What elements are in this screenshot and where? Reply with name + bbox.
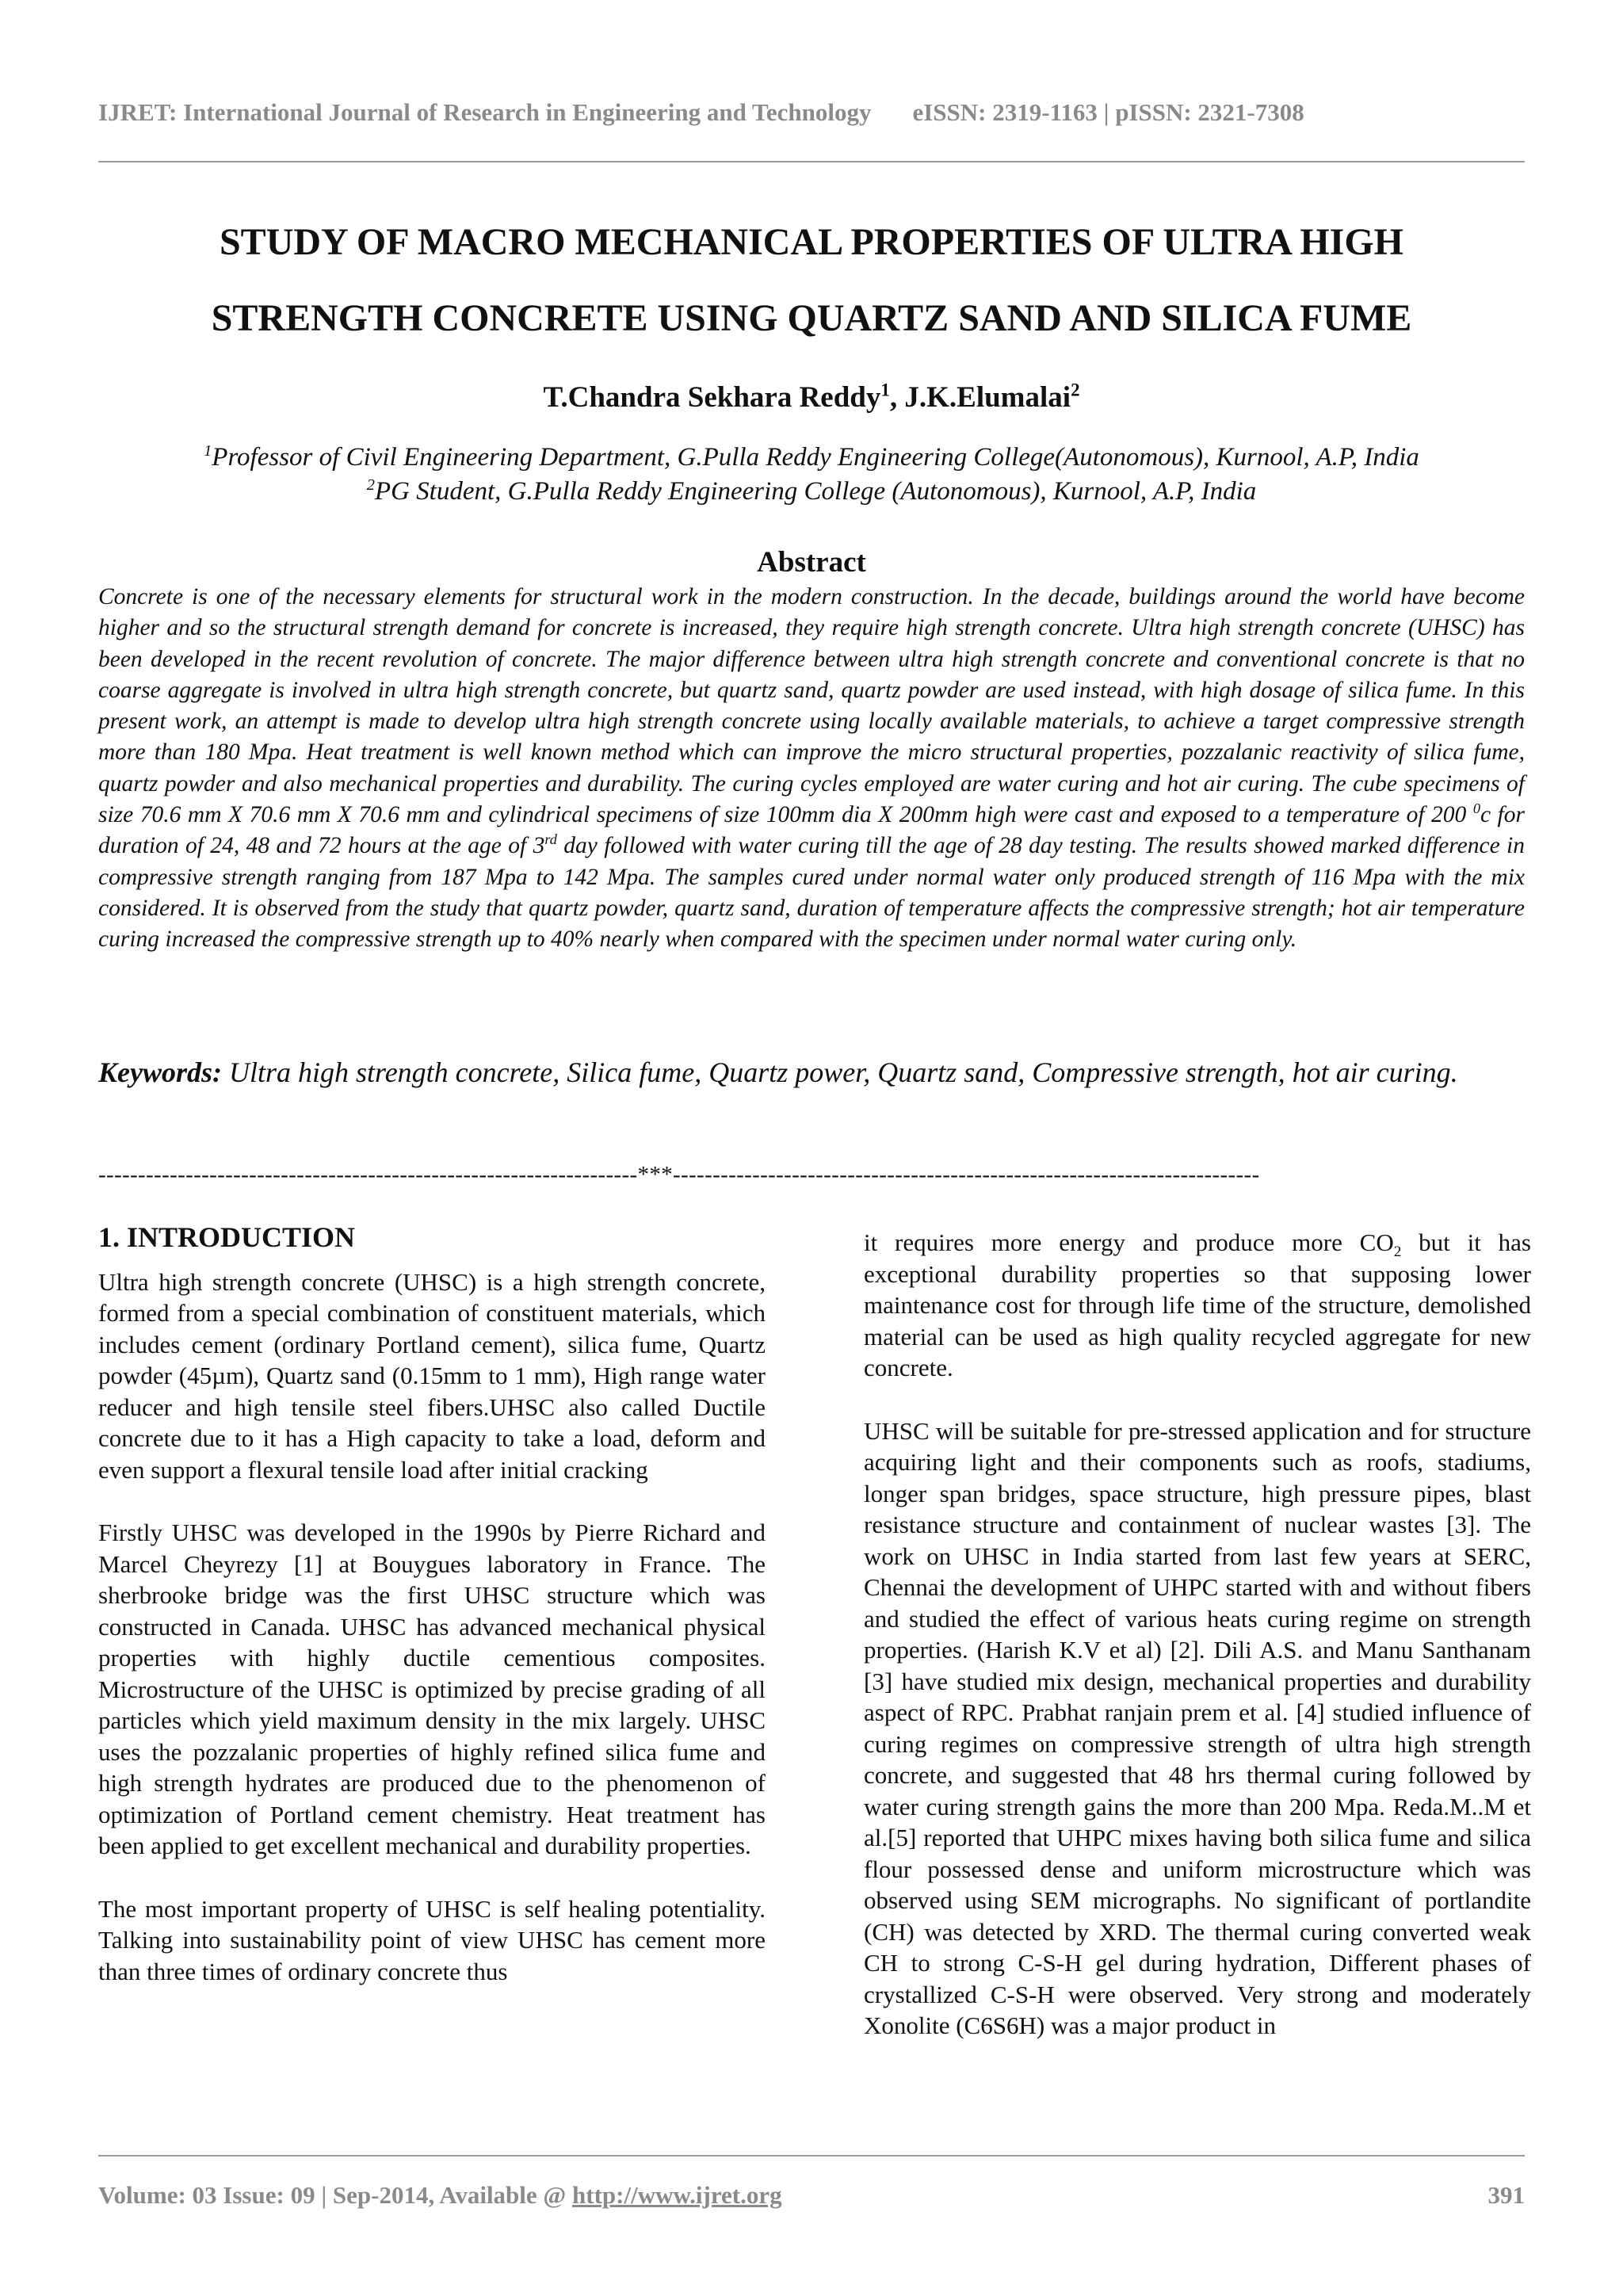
abstract-text-1: Concrete is one of the necessary elements for structural work in the modern construction. In the decade, buildings around the world have become higher and so the structural strength demand for concrete is increased, they require high strength concrete. Ultra high strength concrete (UHSC) has been developed in the recent revolution of concrete. The major difference between ultra high strength concrete and conventional concrete is that no coarse aggregate is involved in ultra high strength concrete, but quartz sand, quartz powder are used instead, with high dosage of silica fume. In this present work, an attempt is made to develop ultra high strength concrete using locally available materials, to achieve a target compressive strength more than 180 Mpa. Heat treatment is well known method which can improve the micro structural properties, pozzalanic reactivity of silica fume, quartz powder and also mechanical properties and durability. The curing cycles employed are water curing and hot air curing. The cube specimens of size 70.6 mm X 70.6 mm X 70.6 mm and cylindrical specimens of size 100mm dia X 200mm high were cast and exposed to a temperature of 200 — [98, 584, 1525, 828]
issn-info: eISSN: 2319-1163 | pISSN: 2321-7308 — [912, 98, 1304, 126]
keywords-label: Keywords: — [98, 1056, 222, 1088]
section-separator: --------------------------------------------------------------------***-------------------------------------------------------------------------- — [98, 1162, 1260, 1187]
left-column — [98, 1222, 766, 2019]
affiliation-2 — [98, 475, 1525, 509]
intro-paragraph-2: Firstly UHSC was developed in the 1990s by Pierre Richard and Marcel Cheyrezy [1] at Bouygues laboratory in France. The sherbrooke bridge was the first UHSC structure which was constructed in Canada. UHSC has advanced mechanical physical properties with highly ductile cementious composites. Microstructure of the UHSC is optimized by precise grading of all particles which yield maximum density in the mix largely. UHSC uses the pozzalanic properties of highly refined silica fume and high strength hydrates are produced due to the phenomenon of optimization of Portland cement chemistry. Heat treatment has been applied to get excellent mechanical and durability properties. — [98, 1519, 766, 1859]
abstract-heading: Abstract — [757, 546, 866, 579]
running-footer — [98, 2181, 1525, 2210]
author-2-mark: 2 — [1071, 380, 1080, 400]
affiliations — [98, 441, 1525, 509]
right-paragraph-2: UHSC will be suitable for pre-stressed application and for structure acquiring light and their components such as roofs, stadiums, longer span bridges, space structure, high pressure pipes, blast resistance structure and containment of nuclear wastes [3]. The work on UHSC in India started from last few years at SERC, Chennai the development of UHPC started with and without fibers and studied the effect of various heats curing regime on strength properties. (Harish K.V et al) [2]. Dili A.S. and Manu Santhanam [3] have studied mix design, mechanical properties and durability aspect of RPC. Prabhat ranjain prem et al. [4] studied influence of curing regimes on compressive strength of ultra high strength concrete, and suggested that 48 hrs thermal curing followed by water curing strength gains the more than 200 Mpa. Reda.M..M et al.[5] reported that UHPC mixes having both silica fume and silica flour possessed dense and uniform microstructure which was observed using SEM micrographs. No significant of portlandite (CH) was detected by XRD. The thermal curing converted weak CH to strong C-S-H gel during hydration, Different phases of crystallized C-S-H were observed. Very strong and moderately Xonolite (C6S6H) was a major product in — [864, 1416, 1531, 2039]
journal-name: IJRET: International Journal of Research in Engineering and Technology — [98, 98, 872, 126]
right-paragraph-1-a: it requires more energy and produce more CO — [864, 1228, 1394, 1256]
intro-paragraph-1: Ultra high strength concrete (UHSC) is a high strength concrete, formed from a special combination of constituent materials, which includes cement (ordinary Portland cement), silica fume, Quartz powder (45µm), Quartz sand (0.15mm to 1 mm), High range water reducer and high tensile steel fibers.UHSC also called Ductile concrete due to it has a High capacity to take a load, deform and even support a flexural tensile load after initial cracking — [98, 1267, 766, 1484]
section-heading-introduction: 1. INTRODUCTION — [98, 1221, 356, 1253]
degree-mark: 0 — [1472, 800, 1480, 817]
affiliation-1-text: Professor of Civil Engineering Department, G.Pulla Reddy Engineering College(Autonomous), Kurnool, A.P, India — [212, 443, 1419, 472]
running-header — [98, 98, 1525, 127]
right-paragraph-1 — [864, 1227, 1531, 1384]
page-number: 391 — [1487, 2181, 1525, 2209]
author-1-mark: 1 — [880, 380, 890, 400]
title-line-2: STRENGTH CONCRETE USING QUARTZ SAND AND SILICA FUME — [211, 297, 1412, 339]
paper-title — [98, 204, 1525, 357]
right-paragraph-1-b: but it has exceptional durability properties so that supposing lower maintenance cost for through life time of the structure, demolished material can be used as high quality recycled aggregate for new concrete. — [864, 1228, 1531, 1381]
affiliation-1 — [98, 441, 1525, 475]
author-separator: , — [889, 381, 905, 414]
author-1: T.Chandra Sekhara Reddy — [543, 381, 881, 414]
affiliation-2-mark: 2 — [366, 476, 375, 494]
authors — [98, 380, 1525, 415]
keywords — [98, 1046, 1525, 1098]
footer-rule — [98, 2155, 1525, 2157]
ordinal-mark: rd — [544, 831, 557, 848]
header-rule — [98, 161, 1525, 162]
footer-volume: Volume: 03 Issue: 09 | Sep-2014, Available @ — [98, 2181, 573, 2209]
abstract-body — [98, 582, 1525, 956]
title-line-1: STUDY OF MACRO MECHANICAL PROPERTIES OF ULTRA HIGH — [219, 221, 1404, 263]
author-2: J.K.Elumalai — [904, 381, 1071, 414]
affiliation-1-mark: 1 — [204, 442, 212, 460]
affiliation-2-text: PG Student, G.Pulla Reddy Engineering College (Autonomous), Kurnool, A.P, India — [374, 477, 1257, 506]
co2-subscript: 2 — [1393, 1244, 1402, 1261]
abstract-text-2: c for duration of 24, 48 and 72 hours at the age of 3 — [98, 802, 1525, 859]
abstract-text-3: day followed with water curing till the age of 28 day testing. The results showed marked difference in compressive strength ranging from 187 Mpa to 142 Mpa. The samples cured under normal water only produced strength of 116 Mpa with the mix considered. It is observed from the study that quartz powder, quartz sand, duration of temperature affects the compressive strength; hot air temperature curing increased the compressive strength up to 40% nearly when compared with the specimen under normal water curing only. — [98, 833, 1526, 953]
keywords-text: Ultra high strength concrete, Silica fume, Quartz power, Quartz sand, Compressive strength, hot air curing. — [222, 1056, 1458, 1088]
intro-paragraph-3: The most important property of UHSC is self healing potentiality. Talking into sustainability point of view UHSC has cement more than three times of ordinary concrete thus — [98, 1894, 766, 1985]
journal-link[interactable]: http://www.ijret.org — [572, 2181, 782, 2209]
right-column — [864, 1227, 1531, 2073]
